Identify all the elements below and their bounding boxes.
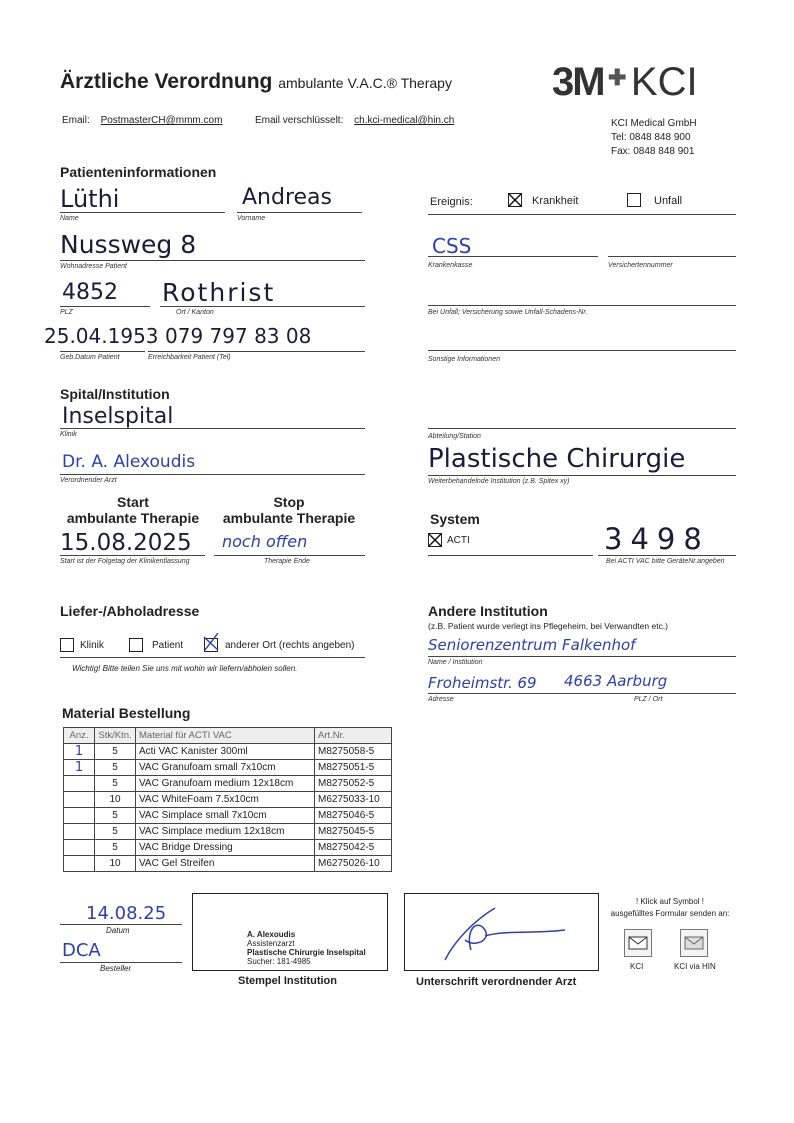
andere-name-value[interactable]: Seniorenzentrum Falkenhof	[428, 636, 636, 654]
event-label: Ereignis:	[430, 196, 473, 208]
unfall-checkbox[interactable]	[627, 193, 641, 207]
logo	[552, 60, 698, 105]
andere-adresse-value[interactable]: Froheimstr. 69	[428, 674, 537, 692]
qty-input[interactable]	[64, 840, 95, 856]
qty-input[interactable]: 1	[64, 744, 95, 760]
table-row: 5 VAC Bridge Dressing M8275042-5	[64, 840, 392, 856]
send-instructions: ! Klick auf Symbol ! ausgefülltes Formular senden an:	[610, 897, 730, 918]
qty-input[interactable]	[64, 792, 95, 808]
stamp-content: A. Alexoudis Assistenzarzt Plastische Chirurgie Inselspital Sucher: 181-4985	[247, 930, 366, 966]
check-x-icon	[508, 193, 522, 207]
start-title: Start ambulante Therapie	[66, 494, 200, 526]
system-section-title: System	[430, 511, 480, 527]
klinik-value[interactable]: Inselspital	[62, 404, 174, 429]
acti-checkbox[interactable]	[428, 533, 442, 547]
table-row: 1 5 Acti VAC Kanister 300ml M8275058-5	[64, 744, 392, 760]
geraet-nr-value[interactable]: 3498	[604, 522, 710, 556]
weiter-value[interactable]: Plastische Chirurgie	[428, 444, 686, 474]
plus-icon: ✚	[608, 65, 627, 90]
table-header-row	[64, 728, 392, 744]
col-material: Material für ACTI VAC	[136, 728, 315, 744]
qty-input[interactable]	[64, 824, 95, 840]
start-date-value[interactable]: 15.08.2025	[60, 530, 192, 556]
form-title	[60, 70, 452, 94]
stempel-label: Stempel Institution	[238, 975, 337, 987]
table-row: 10 VAC Gel Streifen M6275026-10	[64, 856, 392, 872]
stop-date-value[interactable]: noch offen	[222, 532, 308, 551]
email-link[interactable]: PostmasterCH@mmm.com	[100, 115, 223, 126]
datum-value[interactable]: 14.08.25	[86, 903, 167, 924]
andere-section-title: Andere Institution	[428, 603, 548, 619]
title-main: Ärztliche Verordnung	[60, 70, 273, 93]
email-row: Email: PostmasterCH@mmm.com	[62, 115, 223, 126]
stamp-box	[192, 893, 388, 971]
check-x-icon	[203, 633, 219, 651]
patient-section-title: Patienteninformationen	[60, 164, 217, 180]
kci-mail-icon[interactable]	[624, 929, 652, 957]
table-row: 5 VAC Simplace small 7x10cm M8275046-5	[64, 808, 392, 824]
delivery-section-title: Liefer-/Abholadresse	[60, 603, 200, 619]
andere-sub: (z.B. Patient wurde verlegt ins Pflegeheim, bei Verwandten etc.)	[428, 621, 669, 631]
delivery-note: Wichtig! Bitte teilen Sie uns mit wohin wir liefern/abholen sollen.	[72, 664, 298, 673]
krankenkasse-value[interactable]: CSS	[432, 234, 472, 258]
qty-input[interactable]	[64, 856, 95, 872]
signature-icon	[425, 900, 585, 966]
prescription-form: Ärztliche Verordnung ambulante V.A.C.® Therapy 3M ✚ KCI Email: PostmasterCH@mmm.com Email verschlüsselt: ch.kci-medical@hin.ch KCI Medical GmbH Tel: 0848 848 900 Fax: 0848 848 901 Patienteninformationen Lüthi Name Andreas Vorname Nussweg 8 Wohnadresse Patient 4852 PLZ Rothrist Ort / Kanton 25.04.1953 Geb.Datum Patient 079 797 83 08 Erreichbarkeit Patient (Tel) Ereignis: Krankheit Unfall CSS Krankenkasse Versichertennummer Bei Unfall; Versicherung sowie Unfall-Schadens-Nr. Sonstige Informationen Spital/Institution Inselspital Klinik Dr. A. Alexoudis Verordnender Arzt Abteilung/Station Plastische Chirurgie Weiterbehandelnde Institution (z.B. Spitex xy) Start ambulante Therapie Stop ambulante Therapie 15.08.2025 Start ist der Folgetag der Klinikentlassung noch offen Therapie Ende System ACTI 3498 Bei ACTI VAC bitte GeräteNr.angeben Liefer-/Abholadresse Klinik Patient anderer Ort (rechts angeben) Wichtig! Bitte teilen Sie uns mit wohin wir liefern/abholen sollen. Andere Institution (z.B. Patient wurde verlegt ins Pflegeheim, bei Verwandten etc.) Seniorenzentrum Falkenhof Name / Institution Froheimstr. 69 4663 Aarburg Adresse PLZ / Ort Material Bestellung Anz. Stk/Ktn. Material für ACTI VAC Art.Nr. 1 5 Acti VAC Kanister 300ml M8275058-5 1 5 VAC Granufoam small 7x10cm M8275051-5 5 VAC Granufoam medium 12x18cm M8275052-5 10 VAC WhiteFoam 7.5x10cm M6275033-10 5 VAC Simplace small 7x10cm M8275046-5 5 VAC Simplace medium 12x18cm M8275045-5 5 VAC Bridge Dressing M8275042-5 10 VAC Gel Streifen M6275026-10 14.08.25 Datum DCA Besteller A. Alexoudis Assistenzarzt Plastische Chirurgie Inselspital Sucher: 181-4985 Stempel Institution Unterschrift verordnender Arzt ! Klick auf Symbol ! ausgefülltes Formular senden an: KCI KCI via HIN	[0, 0, 794, 1123]
col-art: Art.Nr.	[315, 728, 392, 744]
patient-address[interactable]: Nussweg 8	[60, 230, 197, 259]
material-section-title: Material Bestellung	[62, 705, 191, 721]
patient-phone[interactable]: 079 797 83 08	[165, 324, 312, 348]
table-row: 10 VAC WhiteFoam 7.5x10cm M6275033-10	[64, 792, 392, 808]
patient-dob[interactable]: 25.04.1953	[44, 324, 159, 348]
title-sub: ambulante V.A.C.® Therapy	[278, 75, 452, 91]
patient-plz[interactable]: 4852	[62, 280, 118, 305]
patient-ort[interactable]: Rothrist	[162, 278, 276, 307]
col-anz: Anz.	[64, 728, 95, 744]
krankheit-checkbox[interactable]	[508, 193, 522, 207]
patient-vorname[interactable]: Andreas	[242, 185, 332, 210]
email-enc-row: Email verschlüsselt: ch.kci-medical@hin.ch	[255, 115, 455, 126]
arzt-value[interactable]: Dr. A. Alexoudis	[62, 452, 196, 472]
delivery-anderer-checkbox[interactable]	[204, 638, 218, 652]
logo-kci: KCI	[630, 60, 698, 104]
spital-section-title: Spital/Institution	[60, 386, 170, 402]
besteller-value[interactable]: DCA	[62, 940, 101, 961]
qty-input[interactable]	[64, 776, 95, 792]
table-row: 5 VAC Simplace medium 12x18cm M8275045-5	[64, 824, 392, 840]
unterschrift-label: Unterschrift verordnender Arzt	[416, 976, 577, 988]
material-table	[63, 727, 392, 872]
signature-box[interactable]	[404, 893, 599, 971]
delivery-klinik-checkbox[interactable]	[60, 638, 74, 652]
table-row: 1 5 VAC Granufoam small 7x10cm M8275051-5	[64, 760, 392, 776]
delivery-patient-checkbox[interactable]	[129, 638, 143, 652]
patient-name[interactable]: Lüthi	[60, 185, 120, 213]
col-stk: Stk/Ktn.	[95, 728, 136, 744]
stop-title: Stop ambulante Therapie	[222, 494, 356, 526]
kci-hin-mail-icon[interactable]	[680, 929, 708, 957]
company-info: KCI Medical GmbH Tel: 0848 848 900 Fax: 0848 848 901	[611, 118, 697, 157]
qty-input[interactable]	[64, 808, 95, 824]
andere-plz-value[interactable]: 4663 Aarburg	[564, 672, 668, 690]
qty-input[interactable]: 1	[64, 760, 95, 776]
email-enc-link[interactable]: ch.kci-medical@hin.ch	[354, 115, 455, 126]
logo-3m: 3M	[552, 60, 604, 104]
check-x-icon	[428, 533, 442, 547]
table-row: 5 VAC Granufoam medium 12x18cm M8275052-5	[64, 776, 392, 792]
